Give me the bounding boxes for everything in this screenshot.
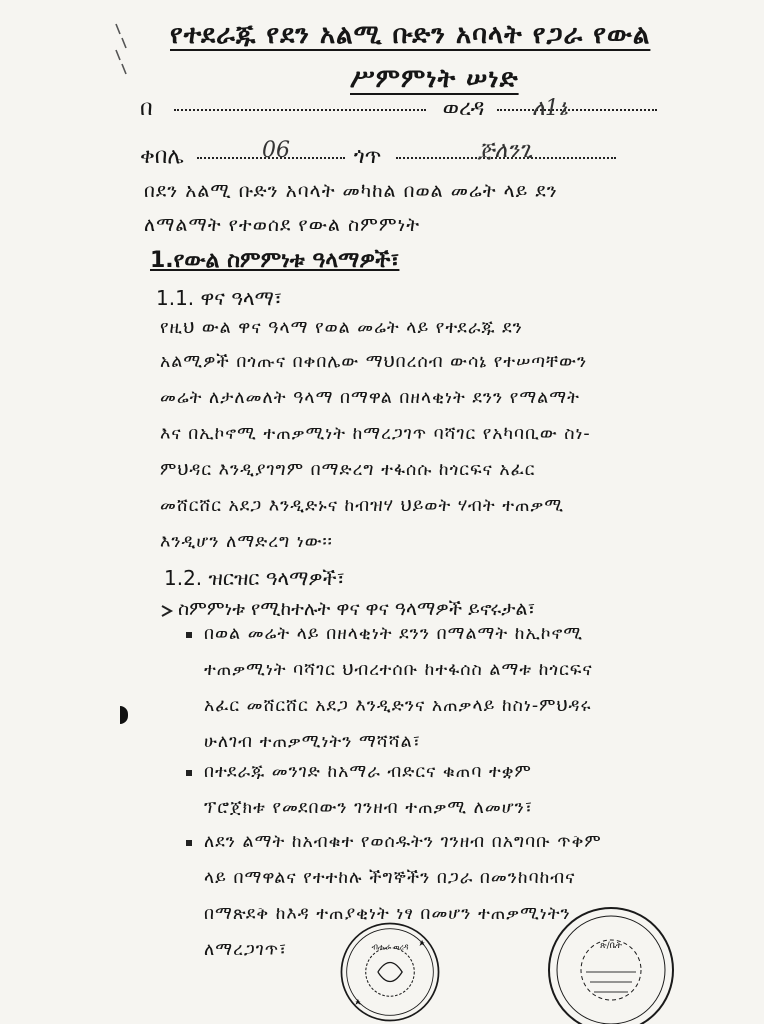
- bullet-3-line-3: በማጽደቅ ከእዳ ተጠያቂነት ነፃ በመሆን ተጠቃሚነትን: [204, 904, 571, 924]
- section-1-2-heading: 1.2. ዝርዝር ዓላማዎች፣: [164, 566, 345, 590]
- document-subtitle: ሥምምነት ሠነድ: [350, 64, 519, 94]
- kebele-value: 06: [262, 138, 290, 163]
- para-line-1: የዚህ ውል ዋና ዓላማ የወል መሬት ላይ የተደራጁ ደን: [160, 318, 523, 338]
- edge-marks: [112, 20, 138, 80]
- section-1-heading: 1.የውል ስምምነቱ ዓላማዎች፣: [150, 248, 400, 273]
- para-line-6: መሸርሸር አደጋ እንዲድኑና ከብዝሃ ህይወት ሃብት ተጠቃሚ: [160, 496, 565, 516]
- bullet-2-line-1: በተደራጁ መንገድ ከአማራ ብድርና ቁጠባ ተቋም: [204, 762, 532, 782]
- bullet-1-line-1: በወል መሬት ላይ በዘላቂነት ደንን በማልማት ከኢኮኖሚ: [204, 624, 584, 644]
- para-line-7: እንዲሆን ለማድረግ ነው፡፡: [160, 532, 333, 552]
- scan-mark: [120, 706, 128, 724]
- section-1-1-heading: 1.1. ዋና ዓላማ፣: [156, 286, 283, 310]
- bullet-1-line-2: ተጠቃሚነት ባሻገር ህብረተሰቡ ከተፋሰስ ልማቱ ከጎርፍና: [204, 660, 593, 680]
- bullet-1-marker: [186, 632, 192, 638]
- form-line-1: [140, 96, 657, 121]
- bullet-3-line-2: ላይ በማዋልና የተተከሉ ችግኞችን በጋራ በመንከባከብና: [204, 868, 576, 888]
- kebele-label: ቀበሌ: [140, 144, 184, 169]
- bullet-3-marker: [186, 840, 192, 846]
- intro-line-2: ለማልማት የተወሰደ የውል ስምምነት: [144, 214, 421, 236]
- intro-line-1: በደን አልሚ ቡድን አባላት መካከል በወል መሬት ላይ ደን: [144, 180, 558, 202]
- bullet-1-line-3: አፈር መሸርሸር አደጋ እንዲድንና አጠቃላይ ከስነ-ምህዳሩ: [204, 696, 592, 716]
- para-line-3: መሬት ለታለመለት ዓላማ በማዋል በዘላቂነት ደንን የማልማት: [160, 388, 580, 408]
- left-official-stamp: [330, 920, 450, 1024]
- para-line-4: እና በኢኮኖሚ ተጠቃሚነት ከማረጋገጥ ባሻገር የአካባቢው ስነ-: [160, 424, 591, 444]
- para-line-2: አልሚዎች በጎጡና በቀበሌው ማህበረሰብ ውሳኔ የተሠጣቸውን: [160, 352, 588, 372]
- b-label: በ: [140, 96, 153, 121]
- section-1-2-subheading: ስምምነቱ የሚከተሉት ዋና ዋና ዓላማዎች ይኖሩታል፣: [178, 598, 536, 620]
- form-line-2: [140, 144, 616, 169]
- wereda-blank: [497, 108, 657, 111]
- right-official-stamp: [546, 900, 676, 1024]
- bullet-3-line-1: ለደን ልማት ከአብቁተ የወሰዱትን ገንዘብ በአግባቡ ጥቅም: [204, 832, 602, 852]
- got-label: ጎጥ: [353, 144, 382, 169]
- arrow-bullet-icon: [160, 604, 174, 618]
- left-stamp-text: ብሔራ ወረዳ: [371, 942, 409, 952]
- right-stamp-text: ጽ/ቤት: [600, 941, 622, 951]
- document-title: የተደራጁ የደን አልሚ ቡድን አባላት የጋራ የውል: [170, 20, 651, 50]
- got-value: ጅለንጊ: [478, 138, 533, 163]
- bullet-3-line-4: ለማረጋገጥ፣: [204, 940, 288, 960]
- wereda-value: ለ1ኔ: [532, 96, 568, 121]
- bullet-2-line-2: ፕሮጀክቱ የመደበውን ገንዘብ ተጠቃሚ ለመሆን፣: [204, 798, 534, 818]
- bullet-1-line-4: ሁለገብ ተጠቃሚነትን ማሻሻል፣: [204, 732, 421, 752]
- wereda-label: ወረዳ: [442, 96, 485, 121]
- para-line-5: ምህዳር እንዲያገግም በማድረግ ተፋሰሱ ከጎርፍና አፈር: [160, 460, 536, 480]
- b-blank: [174, 108, 426, 111]
- bullet-2-marker: [186, 770, 192, 776]
